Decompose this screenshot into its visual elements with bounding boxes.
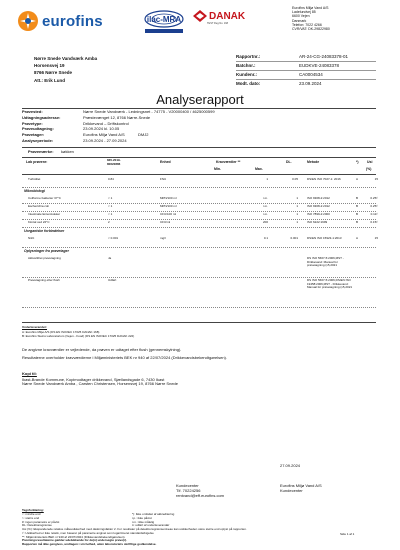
danak-logo (193, 10, 253, 34)
customer-line: Horsensvej 19 (34, 63, 65, 69)
table-cell-value: < 0.001 (108, 236, 119, 240)
col-unit: Enhed (160, 160, 171, 164)
sample-mark-value: køkken (61, 149, 74, 154)
legend (22, 509, 376, 547)
sample-info-label: Prøveudtagning: (22, 126, 54, 132)
lab-address-line: Eurofins Miljø Vand A/S (292, 6, 329, 10)
table-row-divider (22, 227, 376, 228)
sample-info-value: Præstevænget 12, 8766 Nørre-Snede (83, 114, 151, 120)
legend-item: #: ingen parametre er påvist (22, 519, 60, 524)
subcontractors-title: Underleverandør: (22, 325, 48, 329)
sample-info-value: 23.09.2024 - 27.09.2024 (83, 137, 127, 143)
table-cell-dl: 1 (296, 196, 298, 200)
sampler-initials: DMJ2 (138, 132, 149, 138)
legend-item: *): Ikke omfattet af akkreditering (132, 512, 175, 517)
danak-reg-label: TEST Reg.No. 168 (207, 22, 229, 25)
table-row-divider (22, 307, 376, 308)
copy-line: Ikast-Brande Kommune, Kopimodtager drikkevand, Sjællandsgade 6, 7430 Ikast (22, 376, 165, 382)
copies-title: Kopi til: (22, 371, 37, 376)
table-cell-max: i.m. (263, 196, 268, 200)
table-cell-method: DS/EN ISO 7027-1: 2016 (307, 177, 341, 181)
legend-disclaimer: Prøvningsresultaterne gælder udelukkende for de(n) undersøgte prøve(r). (22, 538, 128, 543)
sample-info-label: Prøvested: (22, 109, 43, 114)
legend-title: Tegnforklaring: (22, 508, 44, 512)
danak-wordmark: DANAK (209, 10, 246, 22)
sample-info (22, 110, 376, 145)
customer-center (176, 484, 276, 498)
signatory-line: Kundecenter (280, 487, 303, 493)
table-cell-sa: A (356, 236, 359, 240)
col-method: Metode (307, 160, 320, 164)
lab-address-line: CVR/VAT: DK-29822980 (292, 27, 330, 32)
table-cell-unit: CFU/ml (160, 220, 171, 224)
eurofins-logo (17, 10, 103, 32)
sample-info-label: Prøvetager: (22, 132, 45, 138)
sample-mark (28, 150, 74, 155)
sample-info-value: Drikkevand – Driftskontrol (83, 120, 129, 126)
table-cell-dl: 0.05 (292, 177, 298, 181)
table-section-heading: Mikrobiologi (24, 189, 45, 193)
table-cell-name: Kimtal ved 22°C (28, 220, 50, 224)
table-cell-unc: 0.25¹⁾ (370, 196, 378, 200)
table-section-heading: Oplysninger fra prøvetager (24, 249, 69, 253)
table-cell-dl: 1 (296, 212, 298, 216)
table-cell-method: ISO 9308-2:2012 (307, 196, 330, 200)
table-cell-name: Aktiveltilret prøvetagning (28, 256, 61, 260)
legend-item: <: mindre end (22, 512, 41, 517)
sample-info-value: 23.09.2024 kl. 10.05 (83, 126, 120, 132)
received-date-label: Modt. dato: (236, 81, 261, 86)
table-cell-name: Turbiditet (28, 177, 41, 181)
table-cell-name: Nitrit (28, 236, 35, 240)
subcontractors (22, 326, 322, 339)
signatory-line: Eurofins Miljø Vand A/S (280, 483, 322, 488)
customer-center-email: rentvand@eff.eurofins.com (176, 492, 225, 498)
table-cell-dl: 1 (296, 220, 298, 224)
table-cell-method: DS ISO 5667-5:2006,DS/EN ISO 19458:2006,MST - Drikkevand: Manual for prøvetagning (v5,2021 (307, 278, 353, 290)
page-number: Side 1 af 1 (340, 532, 355, 536)
lab-address-line: Danmark (292, 18, 307, 23)
col-lab-sample: Lab prøvenr: (26, 160, 48, 164)
table-cell-unc: 15 (374, 236, 378, 240)
legend-item: >: større end (22, 516, 40, 520)
batch-number-label: Batchnr.: (236, 63, 256, 68)
table-cell-sa: B (356, 212, 359, 216)
received-date-value: 23.09.2024 (299, 81, 322, 86)
table-row-divider (22, 247, 376, 248)
svg-text:ilac-MRA: ilac-MRA (146, 15, 182, 24)
eurofins-mark-icon (17, 10, 39, 32)
statement-line: De angivne kravværdier er vejledende, da prøven er udtaget efter flush (gennemskylning). (22, 347, 182, 352)
subcontractor-line: A: Eurofins Miljø A/S (DS EN ISO/IEC 17025 DANAK 168) (22, 330, 100, 335)
table-section-heading: Uorganiske forbindelser (24, 229, 65, 233)
table-cell-sa: B (356, 204, 359, 208)
page-title: Analyserapport (156, 92, 244, 107)
table-cell-unc: 0.25¹⁾ (370, 204, 378, 208)
statement-line: Resultaterne overholder kravværdierne i Miljøministeriets BEK nr 940 af 22/07/2024 (Drikkevandsbekendtgørelsen). (22, 355, 227, 361)
legend-note: **: Miljøministeriets BEK nr 940 af 22/07/2024 (Drikkevandsbekendtgørelsen). (22, 534, 126, 539)
table-cell-unit: CFU/100 ml (160, 212, 177, 216)
table-cell-method: ISO 9308-2:2012 (307, 204, 330, 208)
col-max: Max. (255, 167, 263, 171)
table-cell-method: ISO 7899-2:2000 (307, 212, 330, 216)
customer-center-line: Tlf. 70224256 (176, 487, 201, 493)
table-cell-value: Ja (108, 256, 112, 260)
customer-line: Nørre Snede Vandværk Amba (34, 56, 98, 61)
col-sample-number: 835-2019-80622886 (107, 158, 121, 166)
col-uncertainty-pct: (%) (366, 167, 372, 171)
statements (22, 348, 382, 361)
table-cell-name: Intestinale Enterokokker (28, 212, 61, 216)
signatory (280, 484, 380, 494)
table-cell-method: DS/EN ISO 15923-1:2013 (307, 236, 342, 240)
eurofins-wordmark: eurofins (42, 12, 103, 30)
table-cell-name: Prøvetagning efter flush (28, 278, 60, 282)
table-cell-value: 2 (108, 220, 110, 224)
customer-address (34, 56, 214, 83)
legend-note: Usi (%): Ekspanderede relative måleusikkerhed med dækningsfaktor 2. For resultater på detektionsgrænseniveau kan usikkerheden være større end oplyst på rapporten. (22, 527, 247, 532)
table-cell-max: 200 (262, 220, 268, 224)
table-cell-unc: 15 (374, 177, 378, 181)
table-cell-method: DS ISO 5667-5:2006,MST - Drikkevand: Manual for prøvetagning (v5,2021 (307, 256, 344, 268)
table-cell-name: Coliforme bakterier 37°C (28, 196, 61, 200)
legend-item: DL: Detektionsgrænse (22, 523, 52, 528)
table-cell-value: < 1 (108, 204, 113, 208)
customer-number-label: Kundenr.: (236, 72, 257, 77)
sample-info-value: Eurofins Miljø Vand A/S (83, 132, 125, 138)
signature-date: 27.09.2024 (280, 463, 301, 468)
legend-item: i.m.: ikke målelig (132, 519, 155, 524)
col-limits: Kravværdier ** (216, 160, 241, 164)
customer-number-value: CA0004534 (299, 72, 323, 77)
lab-address (292, 6, 392, 31)
table-cell-value: 0.84 (108, 177, 114, 181)
report-number-value: AR-24-CG-24083378-01 (299, 54, 349, 59)
table-cell-sa: B (356, 196, 359, 200)
sample-mark-label: Prøvemærke: (28, 149, 54, 154)
lab-address-line: Telefon: 7022 4266 (292, 22, 322, 27)
table-cell-unit: mg/l (160, 236, 166, 240)
table-cell-dl: 1 (296, 204, 298, 208)
legend-item: i.p.: ikke påvist (132, 516, 152, 520)
table-cell-value: Udført (108, 278, 117, 282)
table-cell-unit: FNU (160, 177, 167, 181)
legend-disclaimer: Rapporten må ikke gengives, undtagen i sin helhed, uden laboratoriets skriftlige godkendelse. (22, 541, 157, 546)
lab-address-line: Ladelundvej 85 (292, 10, 316, 15)
copy-line: Nørre Snede Vandværk Amba , Carsten Christensen, Horsensvej 19, 8766 Nørre Snede (22, 381, 178, 387)
subcontractor-line: B: Eurofins Steins Laboratorium (Vejen - Food) (DS EN ISO/IEC 17025 DANAK 222) (22, 334, 135, 338)
table-cell-max: 0.1 (263, 236, 268, 240)
danak-mark-icon (193, 10, 207, 22)
sample-info-label: Analyseperiode: (22, 137, 54, 143)
table-cell-unit: MPN/100 ml (160, 204, 177, 208)
sample-info-value: Nørre Snede Vandværk - Ledningsnet - 74775 - V20000400 / 4625000599 (83, 109, 215, 114)
table-cell-max: 1 (266, 177, 268, 181)
table-cell-value: < 1 (108, 196, 113, 200)
legend-item: ¤: udført af underleverandør (132, 523, 170, 528)
col-dl: DL. (286, 160, 292, 164)
customer-line: Att.: Erik Lund (34, 77, 65, 83)
copies (22, 372, 382, 387)
table-cell-sa: A (356, 177, 359, 181)
table-cell-max: i.m. (263, 212, 268, 216)
sample-info-label: Udtagningsadresse: (22, 114, 61, 120)
batch-number-value: EUDKVE-24083378 (299, 63, 340, 68)
table-cell-unc: 0.11¹⁾ (370, 212, 378, 216)
table-cell-unit: MPN/100 ml (160, 196, 177, 200)
table-cell-unc: 0.15¹⁾ (370, 220, 378, 224)
table-cell-method: ISO 6222:1999 (307, 220, 328, 224)
sample-info-label: Prøvetype: (22, 120, 43, 126)
col-min: Min. (214, 167, 221, 171)
table-cell-name: Escherichia coli (28, 204, 49, 208)
ilac-mra-logo (143, 9, 185, 35)
lab-address-line: 6600 Vejen (292, 14, 310, 19)
table-cell-dl: 0.001 (290, 236, 298, 240)
col-subcontract: *) (356, 160, 359, 164)
customer-line: 8766 Nørre Snede (34, 70, 73, 76)
legend-note: ¹⁾: Usikkerhed er ikke relativ, men baseret på parametre angivet som logaritmeret standardafvigelse (22, 530, 154, 535)
col-uncertainty: Usi (367, 160, 373, 164)
customer-center-line: Kundecenter (176, 483, 199, 488)
table-cell-max: i.m. (263, 204, 268, 208)
table-cell-value: < 1 (108, 212, 113, 216)
report-number-label: Rapportnr.: (236, 54, 261, 59)
table-row-divider (22, 187, 376, 188)
table-cell-sa: B (356, 220, 359, 224)
